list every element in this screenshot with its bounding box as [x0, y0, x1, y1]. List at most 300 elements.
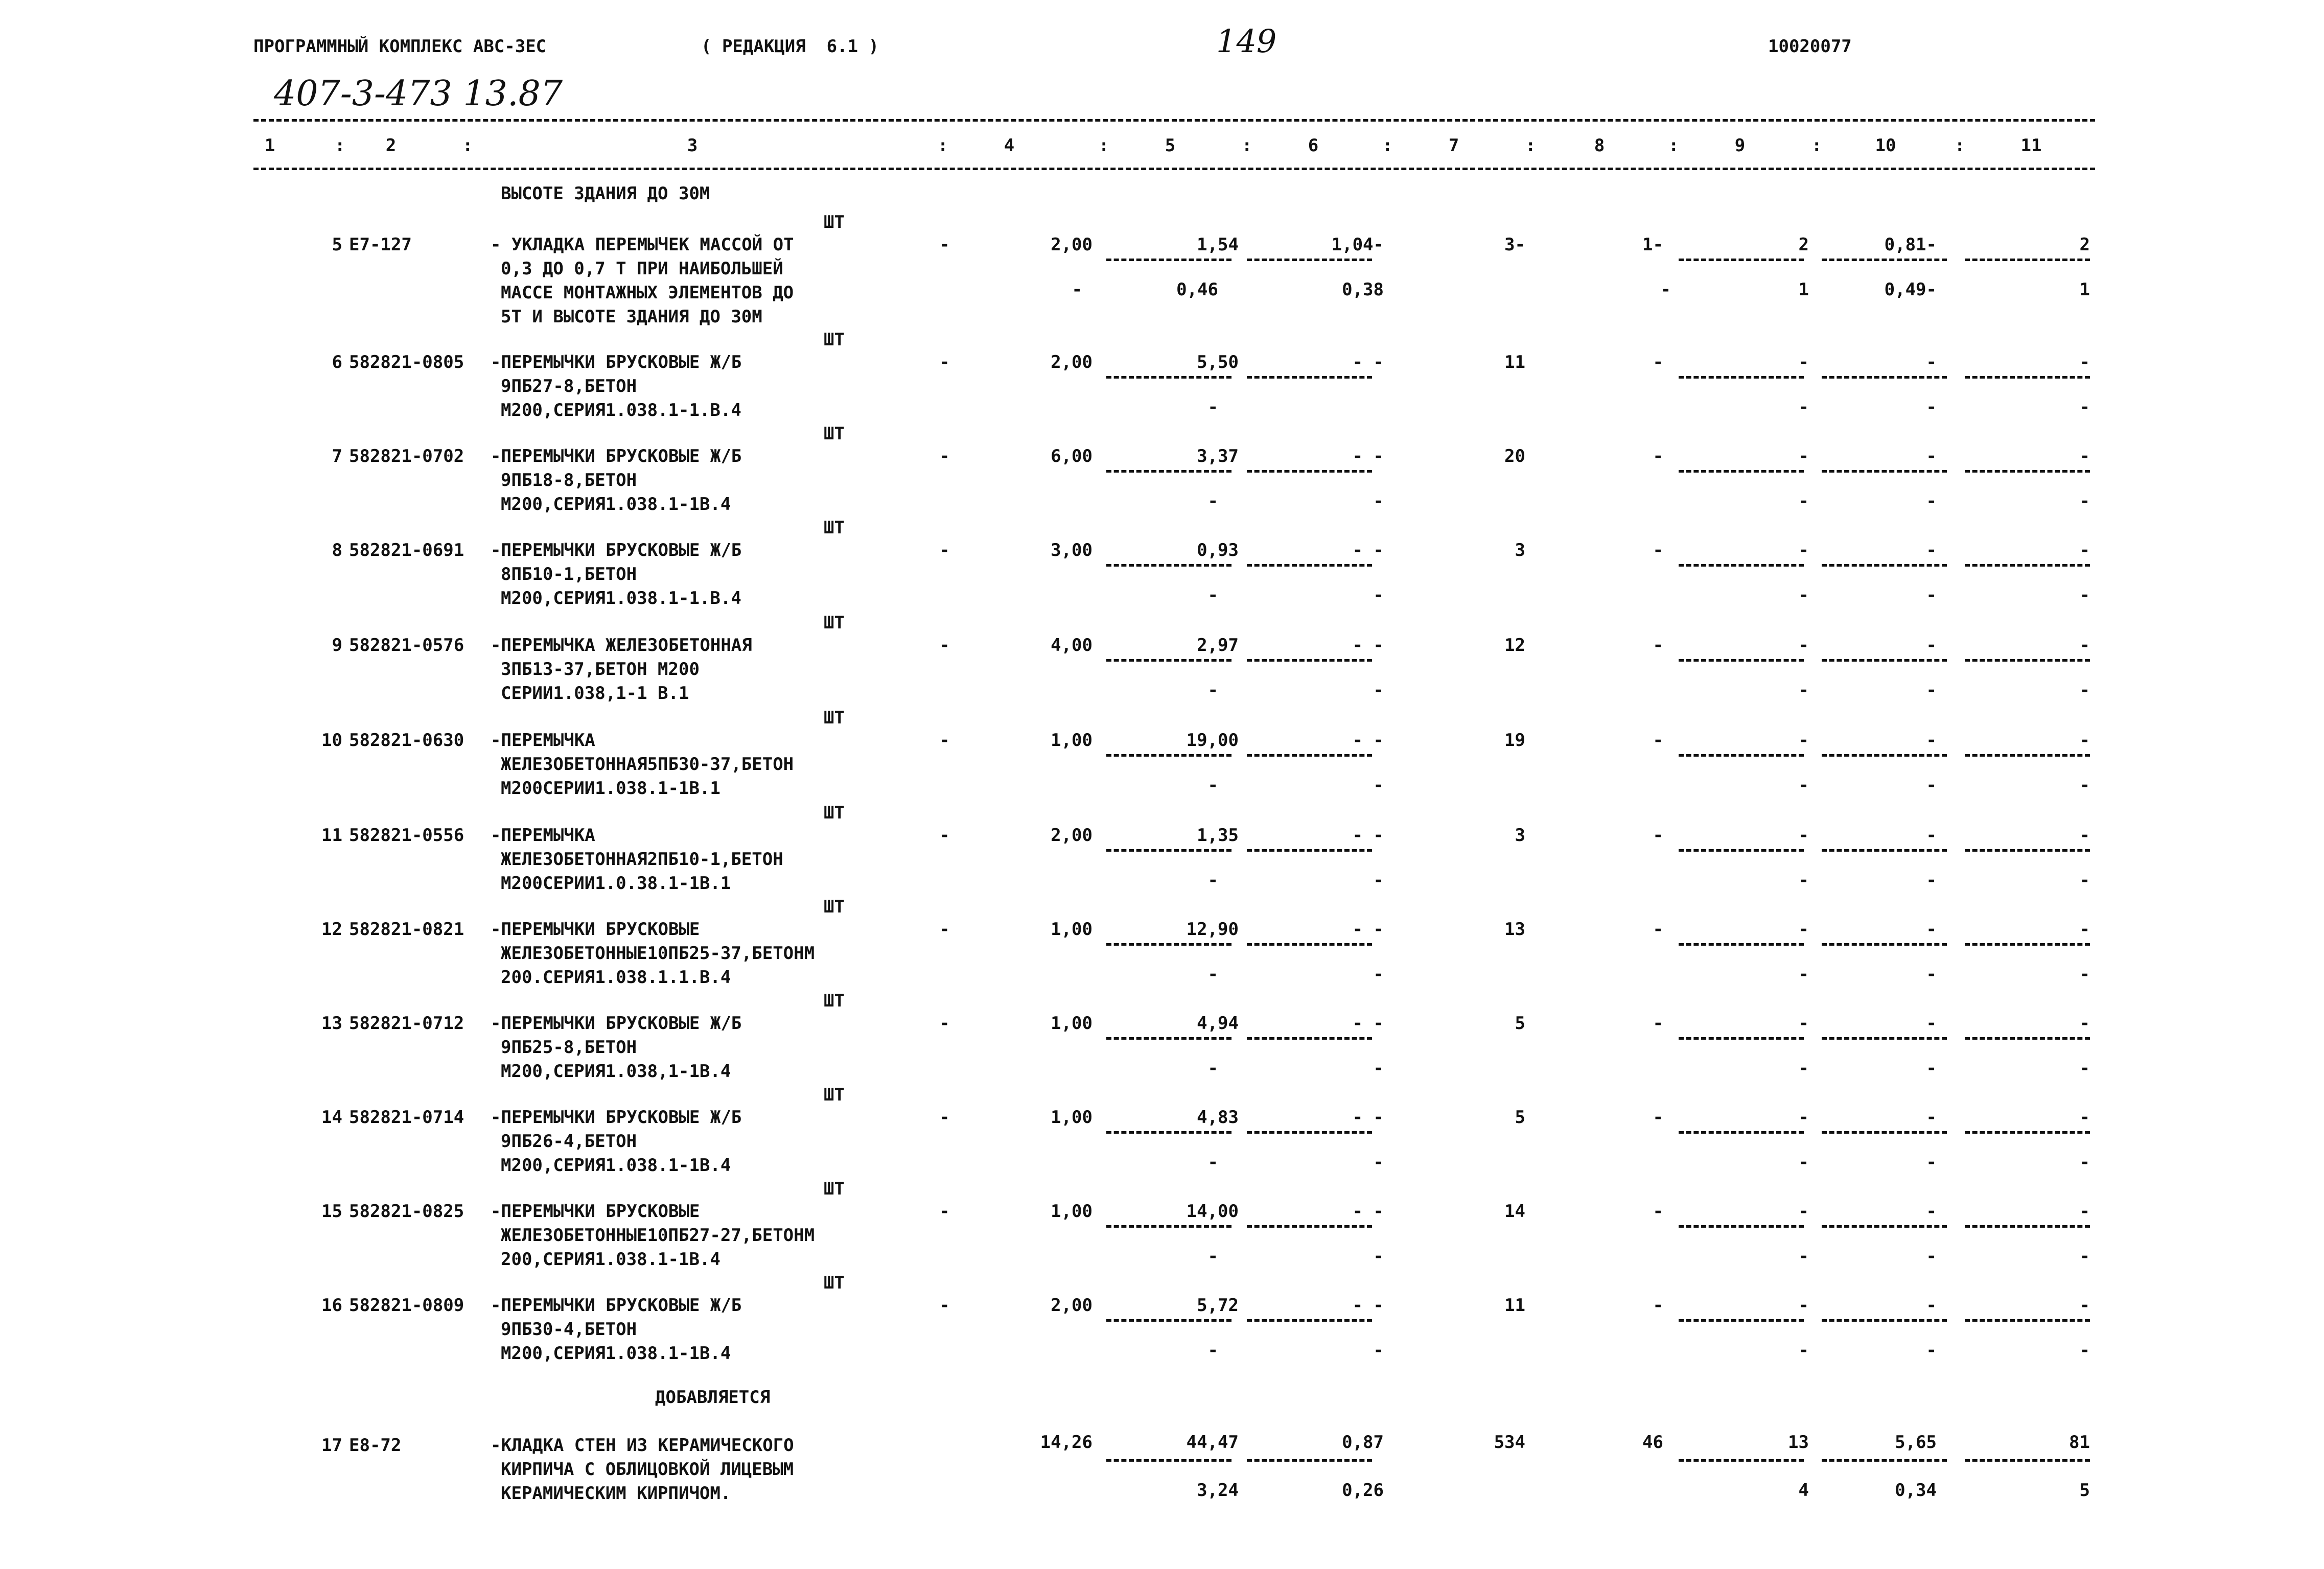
- value-separator: [1822, 376, 1947, 379]
- value-separator: [1106, 1459, 1231, 1462]
- lower-c5: -: [1207, 1152, 1218, 1173]
- row-number: 10: [321, 730, 342, 751]
- value-c8: -: [1653, 635, 1663, 655]
- row-description: 9ПБ30-4,БЕТОН: [501, 1319, 637, 1340]
- column-separator: :: [335, 135, 345, 156]
- value-separator: [1822, 1225, 1947, 1228]
- row-code: 582821-0702: [349, 446, 464, 466]
- lower-c6: 0,38: [1342, 279, 1384, 300]
- value-separator: [1679, 1459, 1804, 1462]
- lower-c9: -: [1798, 964, 1809, 985]
- value-separator: [1822, 754, 1947, 757]
- value-separator: [1965, 376, 2090, 379]
- value-c7: 5: [1515, 1107, 1525, 1128]
- value-c8: -: [1653, 1295, 1663, 1316]
- unit-label: ШТ: [824, 1085, 845, 1105]
- value-separator: [1247, 754, 1372, 757]
- value-c9: -: [1798, 352, 1809, 372]
- lower-c10: -: [1926, 1246, 1937, 1267]
- unit-label: ШТ: [824, 803, 845, 823]
- lower-c11: -: [2079, 397, 2090, 417]
- lower-c5: -: [1207, 964, 1218, 985]
- value-c7: 3: [1515, 825, 1525, 846]
- unit-label: ШТ: [824, 1273, 845, 1293]
- col4-marker: -: [939, 352, 950, 372]
- row-number: 16: [321, 1295, 342, 1316]
- lower-c5: -: [1207, 585, 1218, 605]
- row-code: 582821-0805: [349, 352, 464, 372]
- row-number: 5: [332, 235, 342, 255]
- lower-c10: -: [1926, 775, 1937, 795]
- row-number: 11: [321, 825, 342, 846]
- value-c9: -: [1798, 1201, 1809, 1222]
- value-c5: 5,50: [1197, 352, 1239, 372]
- value-c7: 534: [1494, 1432, 1525, 1453]
- row-description: -ПЕРЕМЫЧКИ БРУСКОВЫЕ Ж/Б: [491, 1107, 742, 1128]
- lower-c6: -: [1373, 870, 1384, 891]
- row-description: -ПЕРЕМЫЧКИ БРУСКОВЫЕ Ж/Б: [491, 1013, 742, 1034]
- value-c9: -: [1798, 825, 1809, 846]
- value-c8: -: [1653, 1107, 1663, 1128]
- row-description: М200СЕРИИ1.0.38.1-1В.1: [501, 873, 731, 894]
- row-description: М200,СЕРИЯ1.038,1-1В.4: [501, 1061, 731, 1082]
- header-rule-bottom: [253, 168, 2095, 170]
- col4-quantity: 1,00: [1051, 919, 1093, 940]
- value-separator: [1679, 1225, 1804, 1228]
- value-c9: -: [1798, 446, 1809, 466]
- value-c10: -: [1926, 825, 1937, 846]
- value-separator: [1247, 564, 1372, 567]
- unit-label: ШТ: [824, 330, 845, 350]
- value-separator: [1247, 943, 1372, 946]
- lower-c6: -: [1373, 1058, 1384, 1079]
- row-code: 582821-0630: [349, 730, 464, 751]
- col4-quantity: 1,00: [1051, 1013, 1093, 1034]
- value-c7: 11: [1504, 1295, 1525, 1316]
- value-c11: -: [2079, 1013, 2090, 1034]
- lower-c10: -: [1926, 680, 1937, 700]
- value-c5: 0,93: [1197, 540, 1239, 560]
- row-code: 582821-0712: [349, 1013, 464, 1034]
- row-description: -КЛАДКА СТЕН ИЗ КЕРАМИЧЕСКОГО: [491, 1435, 794, 1456]
- col4-marker: -: [939, 919, 950, 940]
- row-description: -ПЕРЕМЫЧКА: [491, 825, 595, 846]
- row-code: 582821-0825: [349, 1201, 464, 1222]
- row-number: 6: [332, 352, 342, 372]
- value-c10: -: [1926, 1201, 1937, 1222]
- value-c5: 44,47: [1186, 1432, 1239, 1453]
- row-code: 582821-0556: [349, 825, 464, 846]
- value-separator: [1247, 1225, 1372, 1228]
- column-separator: :: [1382, 135, 1393, 156]
- lower-c11: -: [2079, 491, 2090, 511]
- value-c5: 14,00: [1186, 1201, 1239, 1222]
- lower-c9: 4: [1798, 1480, 1809, 1501]
- col4-quantity: 2,00: [1051, 825, 1093, 846]
- lower-c9: 1: [1798, 279, 1809, 300]
- value-c11: -: [2079, 540, 2090, 560]
- lower-c10: -: [1926, 1152, 1937, 1173]
- row-description: МАССЕ МОНТАЖНЫХ ЭЛЕМЕНТОВ ДО: [501, 283, 794, 303]
- lower-c6: -: [1373, 1340, 1384, 1361]
- value-c10: -: [1926, 1013, 1937, 1034]
- value-c9: -: [1798, 1107, 1809, 1128]
- row-description: КЕРАМИЧЕСКИМ КИРПИЧОМ.: [501, 1483, 731, 1504]
- value-c6: - -: [1352, 1107, 1384, 1128]
- column-header-4: 4: [1004, 135, 1015, 156]
- col4-marker: -: [939, 825, 950, 846]
- value-c11: 81: [2069, 1432, 2090, 1453]
- value-separator: [1965, 754, 2090, 757]
- value-c6: 0,87: [1342, 1432, 1384, 1453]
- col4-quantity: 6,00: [1051, 446, 1093, 466]
- row-code: 582821-0576: [349, 635, 464, 655]
- value-c10: -: [1926, 1295, 1937, 1316]
- lower-c9: -: [1798, 870, 1809, 891]
- col4-marker: -: [939, 1013, 950, 1034]
- row-description: КИРПИЧА С ОБЛИЦОВКОЙ ЛИЦЕВЫМ: [501, 1459, 794, 1480]
- value-separator: [1965, 259, 2090, 261]
- row-code: 582821-0714: [349, 1107, 464, 1128]
- value-c6: - -: [1352, 825, 1384, 846]
- lower-c5: -: [1207, 1246, 1218, 1267]
- value-c10: -: [1926, 730, 1937, 751]
- value-c10: 0,81-: [1884, 235, 1937, 255]
- value-c7: 3-: [1504, 235, 1525, 255]
- col4-marker: -: [939, 730, 950, 751]
- value-c6: - -: [1352, 1013, 1384, 1034]
- lower-c6: -: [1373, 964, 1384, 985]
- row-description: 9ПБ27-8,БЕТОН: [501, 376, 637, 396]
- col4-quantity: 1,00: [1051, 1201, 1093, 1222]
- value-c10: -: [1926, 540, 1937, 560]
- lower-c5: 0,46: [1176, 279, 1218, 300]
- value-separator: [1679, 259, 1804, 261]
- value-separator: [1247, 470, 1372, 473]
- value-c8: 46: [1642, 1432, 1663, 1453]
- row-description: М200,СЕРИЯ1.038.1-1В.4: [501, 1343, 731, 1364]
- row-description: 200.СЕРИЯ1.038.1.1.В.4: [501, 967, 731, 988]
- value-c10: -: [1926, 1107, 1937, 1128]
- lower-c11: -: [2079, 1152, 2090, 1173]
- column-header-11: 11: [2020, 135, 2042, 156]
- lower-c6: -: [1373, 1152, 1384, 1173]
- value-c6: 1,04-: [1331, 235, 1384, 255]
- value-separator: [1822, 1037, 1947, 1040]
- row-description: -ПЕРЕМЫЧКИ БРУСКОВЫЕ Ж/Б: [491, 446, 742, 466]
- column-header-3: 3: [687, 135, 698, 156]
- lower-c10: -: [1926, 870, 1937, 891]
- lower-c9: -: [1798, 397, 1809, 417]
- value-separator: [1247, 1037, 1372, 1040]
- value-separator: [1822, 564, 1947, 567]
- col4-marker: -: [939, 446, 950, 466]
- column-separator: :: [1668, 135, 1679, 156]
- value-separator: [1106, 943, 1231, 946]
- row-number: 15: [321, 1201, 342, 1222]
- column-separator: :: [1955, 135, 1965, 156]
- value-c7: 19: [1504, 730, 1525, 751]
- handwritten-reference: 407-3-473 13.87: [274, 74, 563, 114]
- lower-c6: -: [1373, 491, 1384, 511]
- row-number: 8: [332, 540, 342, 560]
- col4-quantity: 1,00: [1051, 1107, 1093, 1128]
- col4-quantity: 4,00: [1051, 635, 1093, 655]
- value-separator: [1965, 1037, 2090, 1040]
- document-code: 10020077: [1768, 36, 1852, 57]
- value-c10: 5,65: [1895, 1432, 1937, 1453]
- row-code: 582821-0821: [349, 919, 464, 940]
- value-c6: - -: [1352, 635, 1384, 655]
- lower-c9: -: [1798, 1246, 1809, 1267]
- lower-c10: 0,49-: [1884, 279, 1937, 300]
- value-c9: 13: [1788, 1432, 1809, 1453]
- unit-label: ШТ: [824, 212, 845, 232]
- value-c7: 3: [1515, 540, 1525, 560]
- col4-quantity: 2,00: [1051, 235, 1093, 255]
- row-description: -ПЕРЕМЫЧКИ БРУСКОВЫЕ Ж/Б: [491, 1295, 742, 1316]
- value-separator: [1247, 849, 1372, 852]
- value-separator: [1106, 564, 1231, 567]
- value-c6: - -: [1352, 730, 1384, 751]
- value-c7: 5: [1515, 1013, 1525, 1034]
- row-description: М200СЕРИИ1.038.1-1В.1: [501, 778, 721, 799]
- row-description: -ПЕРЕМЫЧКИ БРУСКОВЫЕ Ж/Б: [491, 540, 742, 560]
- value-separator: [1106, 1131, 1231, 1134]
- value-separator: [1106, 1037, 1231, 1040]
- value-separator: [1247, 1459, 1372, 1462]
- value-separator: [1679, 754, 1804, 757]
- value-c9: -: [1798, 1295, 1809, 1316]
- value-separator: [1679, 564, 1804, 567]
- row-description: 5Т И ВЫСОТЕ ЗДАНИЯ ДО 30М: [501, 307, 762, 327]
- column-separator: :: [1099, 135, 1109, 156]
- value-c5: 1,35: [1197, 825, 1239, 846]
- row-description: 9ПБ26-4,БЕТОН: [501, 1131, 637, 1152]
- value-separator: [1247, 659, 1372, 662]
- column-separator: :: [1242, 135, 1252, 156]
- unit-label: ШТ: [824, 991, 845, 1011]
- row-description: 200,СЕРИЯ1.038.1-1В.4: [501, 1249, 721, 1270]
- value-separator: [1106, 659, 1231, 662]
- lower-c9: -: [1798, 775, 1809, 795]
- row-number: 14: [321, 1107, 342, 1128]
- column-header-2: 2: [385, 135, 397, 156]
- value-separator: [1106, 754, 1231, 757]
- row-description: ЖЕЛЕЗОБЕТОННЫЕ10ПБ27-27,БЕТОНМ: [501, 1225, 815, 1246]
- value-c7: 14: [1504, 1201, 1525, 1222]
- value-separator: [1822, 470, 1947, 473]
- value-c11: -: [2079, 825, 2090, 846]
- row-description: ЖЕЛЕЗОБЕТОННЫЕ10ПБ25-37,БЕТОНМ: [501, 943, 815, 964]
- row-code: Е7-127: [349, 235, 412, 255]
- value-c4: 14,26: [1040, 1432, 1093, 1453]
- col4-quantity: 1,00: [1051, 730, 1093, 751]
- row-description: М200,СЕРИЯ1.038.1-1В.4: [501, 1155, 731, 1176]
- value-c8: 1-: [1642, 235, 1663, 255]
- value-separator: [1822, 659, 1947, 662]
- row-code: 582821-0809: [349, 1295, 464, 1316]
- value-separator: [1679, 470, 1804, 473]
- row-description: М200,СЕРИЯ1.038.1-1В.4: [501, 494, 731, 514]
- col4-quantity: 3,00: [1051, 540, 1093, 560]
- value-c9: -: [1798, 730, 1809, 751]
- column-header-5: 5: [1165, 135, 1176, 156]
- value-separator: [1679, 1319, 1804, 1322]
- row-number: 9: [332, 635, 342, 655]
- value-c11: -: [2079, 352, 2090, 372]
- value-c9: -: [1798, 635, 1809, 655]
- row-description: ЖЕЛЕЗОБЕТОННАЯ2ПБ10-1,БЕТОН: [501, 849, 783, 870]
- lower-c5: -: [1207, 775, 1218, 795]
- value-c10: -: [1926, 635, 1937, 655]
- lower-c8: -: [1660, 279, 1671, 300]
- value-separator: [1822, 1131, 1947, 1134]
- value-c5: 19,00: [1186, 730, 1239, 751]
- lower-c5: -: [1207, 491, 1218, 511]
- added-section-label: ДОБАВЛЯЕТСЯ: [655, 1387, 771, 1408]
- row-description: М200,СЕРИЯ1.038.1-1.В.4: [501, 400, 741, 420]
- row-description: 9ПБ18-8,БЕТОН: [501, 470, 637, 490]
- lower-c6: -: [1373, 775, 1384, 795]
- col4-quantity: 2,00: [1051, 1295, 1093, 1316]
- row-code: Е8-72: [349, 1435, 402, 1456]
- value-separator: [1679, 1131, 1804, 1134]
- lower-c11: -: [2079, 1058, 2090, 1079]
- value-c6: - -: [1352, 1201, 1384, 1222]
- value-c11: 2: [2079, 235, 2090, 255]
- lower-c5: -: [1207, 1340, 1218, 1361]
- value-separator: [1247, 376, 1372, 379]
- lower-c11: -: [2079, 585, 2090, 605]
- value-c11: -: [2079, 1107, 2090, 1128]
- row-description: -ПЕРЕМЫЧКИ БРУСКОВЫЕ: [491, 1201, 700, 1222]
- column-separator: :: [1811, 135, 1822, 156]
- value-c9: -: [1798, 919, 1809, 940]
- col4-quantity: 2,00: [1051, 352, 1093, 372]
- value-c8: -: [1653, 825, 1663, 846]
- unit-label: ШТ: [824, 1179, 845, 1199]
- value-c9: 2: [1798, 235, 1809, 255]
- unit-label: ШТ: [824, 708, 845, 728]
- value-separator: [1965, 943, 2090, 946]
- value-separator: [1679, 943, 1804, 946]
- value-separator: [1965, 849, 2090, 852]
- value-separator: [1247, 1131, 1372, 1134]
- value-c8: -: [1653, 1013, 1663, 1034]
- value-separator: [1106, 1225, 1231, 1228]
- value-c5: 4,94: [1197, 1013, 1239, 1034]
- value-separator: [1679, 376, 1804, 379]
- row-description: М200,СЕРИЯ1.038.1-1.В.4: [501, 588, 741, 608]
- unit-label: ШТ: [824, 424, 845, 444]
- row-description: ЖЕЛЕЗОБЕТОННАЯ5ПБ30-37,БЕТОН: [501, 754, 794, 775]
- lower-c5: -: [1207, 870, 1218, 891]
- unit-label: ШТ: [824, 518, 845, 538]
- value-separator: [1965, 470, 2090, 473]
- value-c7: 13: [1504, 919, 1525, 940]
- value-c6: - -: [1352, 540, 1384, 560]
- lower-c10: -: [1926, 585, 1937, 605]
- unit-label: ШТ: [824, 613, 845, 633]
- value-c10: -: [1926, 446, 1937, 466]
- row-description: -ПЕРЕМЫЧКА: [491, 730, 595, 751]
- lower-c5: -: [1207, 680, 1218, 700]
- column-header-6: 6: [1308, 135, 1319, 156]
- value-separator: [1106, 1319, 1231, 1322]
- page-number: 149: [1216, 22, 1277, 60]
- value-separator: [1679, 849, 1804, 852]
- col4-marker: -: [939, 540, 950, 560]
- value-separator: [1106, 849, 1231, 852]
- col4-marker: -: [939, 1201, 950, 1222]
- value-c5: 1,54: [1197, 235, 1239, 255]
- value-separator: [1965, 564, 2090, 567]
- value-c11: -: [2079, 1295, 2090, 1316]
- lower-c11: -: [2079, 1340, 2090, 1361]
- lower-c5: -: [1207, 397, 1218, 417]
- value-separator: [1679, 1037, 1804, 1040]
- col4-lower: -: [1072, 279, 1082, 300]
- row-description: -ПЕРЕМЫЧКИ БРУСКОВЫЕ Ж/Б: [491, 352, 742, 372]
- column-header-9: 9: [1734, 135, 1746, 156]
- lower-c11: -: [2079, 870, 2090, 891]
- value-c5: 4,83: [1197, 1107, 1239, 1128]
- row-description: 9ПБ25-8,БЕТОН: [501, 1037, 637, 1058]
- lower-c5: 3,24: [1197, 1480, 1239, 1501]
- lower-c11: -: [2079, 680, 2090, 700]
- lower-c10: -: [1926, 1340, 1937, 1361]
- column-separator: :: [938, 135, 948, 156]
- lower-c10: -: [1926, 491, 1937, 511]
- row-description: -ПЕРЕМЫЧКИ БРУСКОВЫЕ: [491, 919, 700, 940]
- value-separator: [1106, 259, 1231, 261]
- value-c6: - -: [1352, 919, 1384, 940]
- header-rule-top: [253, 119, 2095, 122]
- row-description: СЕРИИ1.038,1-1 В.1: [501, 683, 689, 704]
- lower-c11: -: [2079, 964, 2090, 985]
- lower-c11: 5: [2079, 1480, 2090, 1501]
- value-c7: 20: [1504, 446, 1525, 466]
- value-c11: -: [2079, 446, 2090, 466]
- value-c11: -: [2079, 635, 2090, 655]
- row-number: 7: [332, 446, 342, 466]
- value-separator: [1106, 470, 1231, 473]
- lower-c5: -: [1207, 1058, 1218, 1079]
- lower-c11: -: [2079, 1246, 2090, 1267]
- row-number: 17: [321, 1435, 342, 1456]
- value-c11: -: [2079, 730, 2090, 751]
- value-separator: [1822, 1459, 1947, 1462]
- column-header-1: 1: [264, 135, 275, 156]
- row-description: 3ПБ13-37,БЕТОН М200: [501, 659, 700, 680]
- value-c7: 12: [1504, 635, 1525, 655]
- value-separator: [1106, 376, 1231, 379]
- lower-c6: -: [1373, 585, 1384, 605]
- unit-label: ШТ: [824, 897, 845, 917]
- value-c10: -: [1926, 919, 1937, 940]
- value-c5: 12,90: [1186, 919, 1239, 940]
- lower-c9: -: [1798, 491, 1809, 511]
- col4-marker: -: [939, 635, 950, 655]
- row-number: 12: [321, 919, 342, 940]
- value-separator: [1965, 1131, 2090, 1134]
- value-separator: [1822, 943, 1947, 946]
- col4-marker: -: [939, 1295, 950, 1316]
- edition-label: ( РЕДАКЦИЯ 6.1 ): [701, 36, 879, 57]
- continuation-text: ВЫСОТЕ ЗДАНИЯ ДО 30М: [501, 183, 710, 204]
- value-c6: - -: [1352, 446, 1384, 466]
